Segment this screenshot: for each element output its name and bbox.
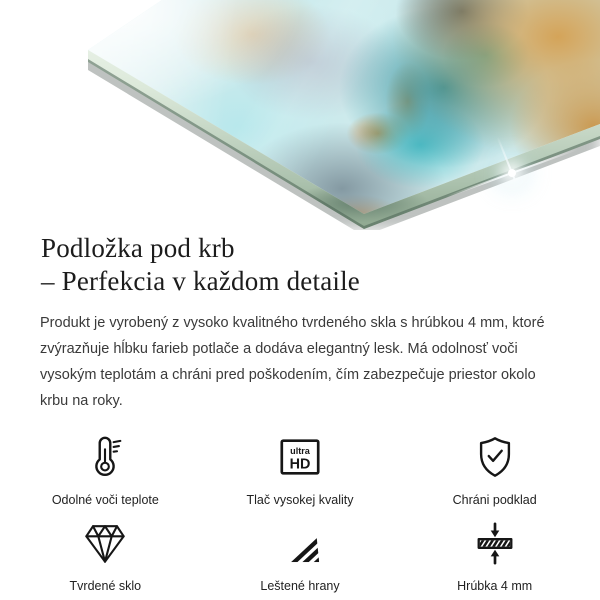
feature-label: Leštené hrany [260, 579, 340, 593]
ultra-hd-icon [277, 434, 323, 480]
product-hero-image [0, 0, 600, 230]
page-title-line2: – Perfekcia v každom detaile [41, 266, 360, 296]
feature-polished-edges [203, 520, 398, 594]
thermometer-heat-icon [82, 434, 128, 480]
ultra-hd-icon-text-top: ultra [290, 446, 310, 457]
thickness-arrows-icon [472, 520, 518, 566]
feature-label: Hrúbka 4 mm [457, 579, 533, 593]
product-description: Produkt je vyrobený z vysoko kvalitného tvrdeného skla s hrúbkou 4 mm, ktoré zvýrazňuje hĺbku farieb potlače a dodáva elegantný lesk. Má odolnosť voči vysokým teplotám a chráni pred poškodením, čím zabezpečuje priestor okolo krbu na roky. [40, 315, 545, 409]
feature-label: Chráni podklad [452, 493, 537, 507]
feature-tempered-glass [8, 520, 203, 594]
page-title-line1: Podložka pod krb [41, 233, 235, 263]
feature-thickness [397, 520, 592, 594]
feature-heat-resistant [8, 434, 203, 508]
ultra-hd-icon-text-bottom: HD [289, 456, 311, 473]
feature-protects-surface [397, 434, 592, 508]
feature-label: Odolné voči teplote [51, 493, 159, 507]
feature-label: Tvrdené sklo [69, 579, 142, 593]
feature-label: Tlač vysokej kvality [246, 493, 354, 507]
feature-print-quality [203, 434, 398, 508]
page-title [41, 232, 600, 298]
polished-edges-icon [277, 520, 323, 566]
shield-check-icon [472, 434, 518, 480]
feature-grid [0, 434, 600, 594]
diamond-icon [82, 520, 128, 566]
